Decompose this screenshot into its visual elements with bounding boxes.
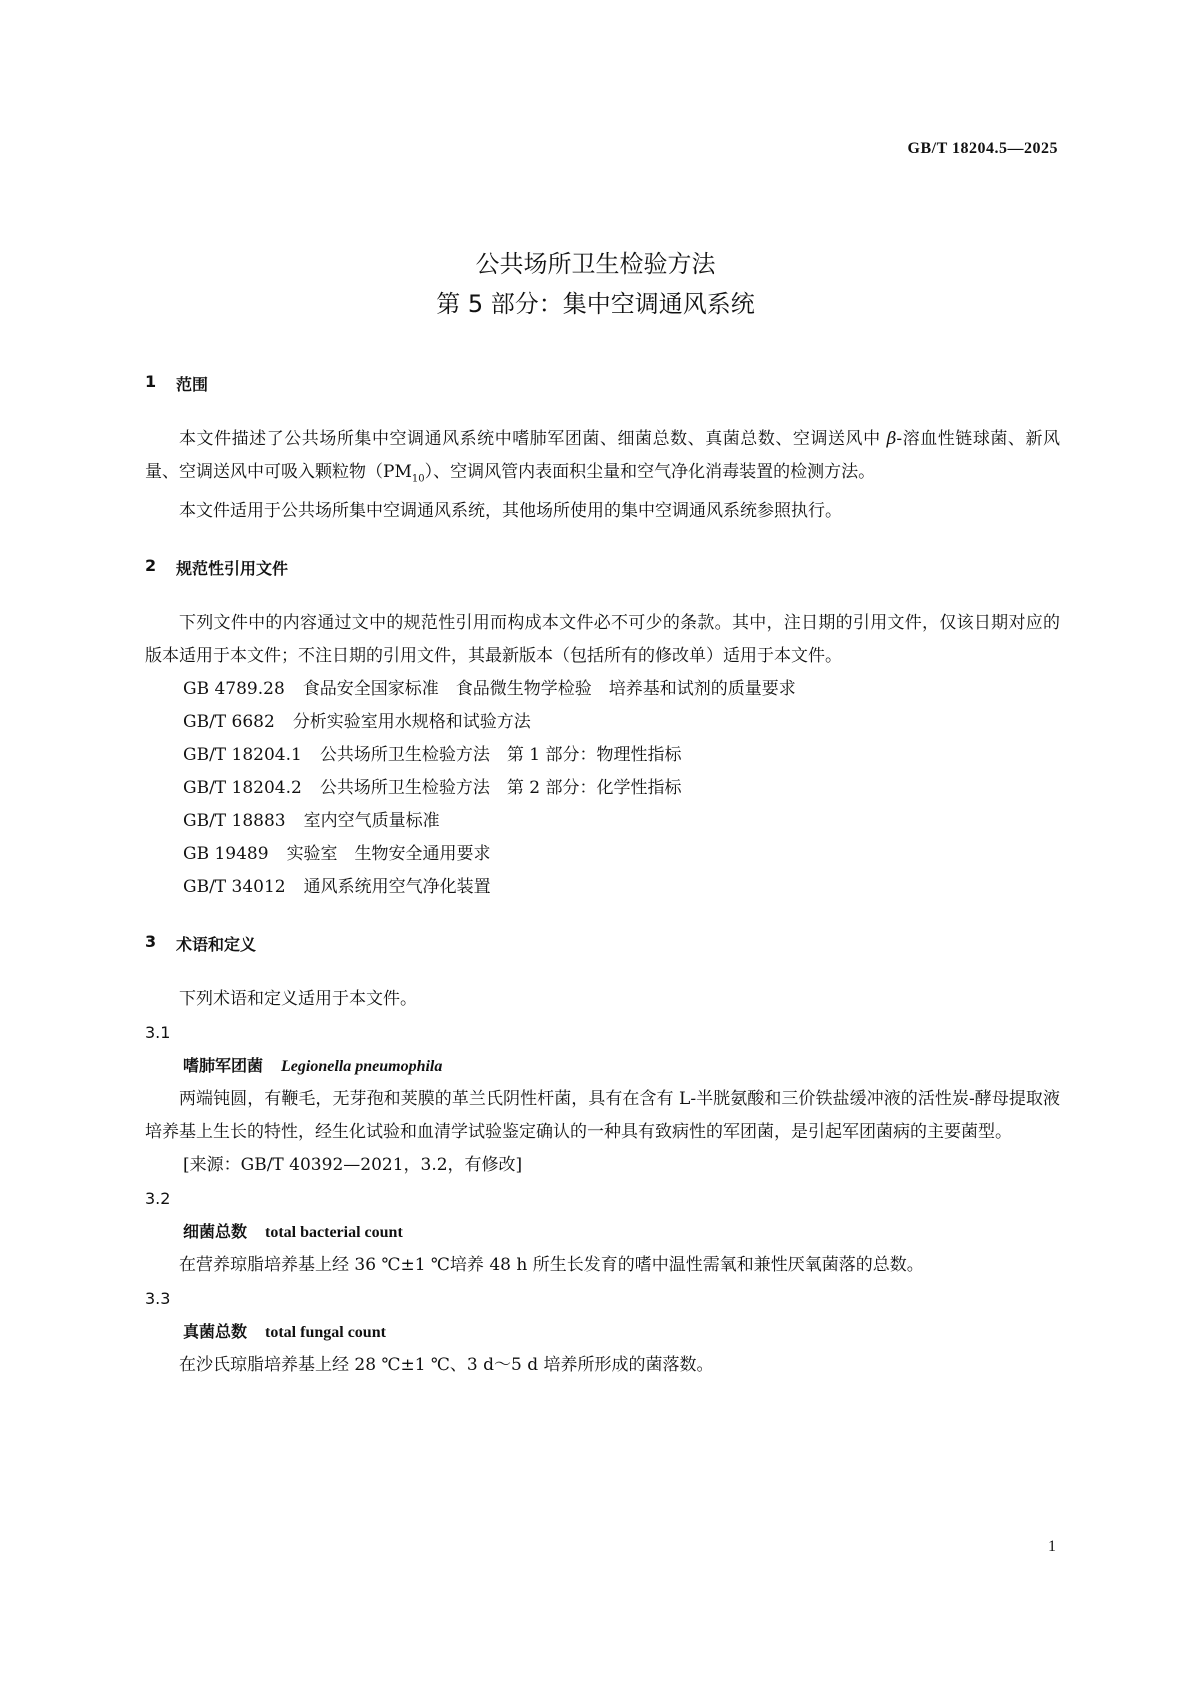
reference-list [145,673,1060,904]
section-1-heading [145,372,1060,395]
terms-intro: 下列术语和定义适用于本文件。 [179,989,417,1010]
reference-code: GB/T 18883 [183,811,286,832]
reference-item [145,772,1060,805]
term-en: total fungal count [265,1324,386,1342]
reference-code: GB/T 18204.2 [183,778,302,799]
reference-code: GB 19489 [183,844,269,865]
reference-title: 通风系统用空气净化装置 [303,877,491,898]
term-number: 3.3 [145,1289,171,1309]
section-3-heading [145,932,1060,955]
term-en: Legionella pneumophila [281,1058,443,1076]
beta-symbol: β [886,429,897,449]
reference-title: 实验室 生物安全通用要求 [286,844,491,865]
standard-number: GB/T 18204.5—2025 [907,140,1058,157]
term-number: 3.1 [145,1023,171,1043]
document-title-line2: 第 5 部分：集中空调通风系统 [436,290,755,318]
reference-title: 公共场所卫生检验方法 第 1 部分：物理性指标 [319,745,682,766]
reference-title: 食品安全国家标准 食品微生物学检验 培养基和试剂的质量要求 [302,679,796,700]
section-number: 1 [145,372,157,391]
term-zh: 嗜肺军团菌 [183,1056,264,1076]
term-heading [145,1215,1060,1249]
reference-item [145,871,1060,904]
term-definition: 在营养琼脂培养基上经 36 ℃±1 ℃培养 48 h 所生长发育的嗜中温性需氧和兼性厌氧菌落的总数。 [179,1255,924,1276]
page-number: 1 [1048,1538,1056,1555]
term-source: [来源：GB/T 40392—2021，3.2，有修改] [183,1155,523,1176]
scope-paragraph-1 [145,423,1060,495]
term-zh: 细菌总数 [183,1222,248,1242]
reference-title: 分析实验室用水规格和试验方法 [292,712,531,733]
section-title: 规范性引用文件 [176,559,289,579]
term-zh: 真菌总数 [183,1322,248,1342]
section-title: 术语和定义 [176,935,257,955]
scope-paragraph-2: 本文件适用于公共场所集中空调通风系统，其他场所使用的集中空调通风系统参照执行。 [179,501,842,522]
reference-code: GB/T 6682 [183,712,275,733]
scope-text-c: ）、空调风管内表面积尘量和空气净化消毒装置的检测方法。 [424,462,876,482]
reference-item [145,673,1060,706]
term-heading [145,1315,1060,1349]
section-2-heading [145,556,1060,579]
scope-text-b: -溶血性链球菌、新风量、空调送风中可吸入颗粒物（PM [145,429,1060,482]
references-intro: 下列文件中的内容通过文中的规范性引用而构成本文件必不可少的条款。其中，注日期的引用文件，仅该日期对应的版本适用于本文件；不注日期的引用文件，其最新版本（包括所有的修改单）适用于本文件。 [145,613,1060,667]
reference-code: GB/T 34012 [183,877,286,898]
reference-item [145,739,1060,772]
section-number: 3 [145,932,157,952]
pm-subscript: 10 [411,473,425,485]
reference-item [145,805,1060,838]
reference-title: 公共场所卫生检验方法 第 2 部分：化学性指标 [319,778,682,799]
document-body [145,372,1060,1382]
reference-item [145,706,1060,739]
term-definition: 两端钝圆，有鞭毛，无芽孢和荚膜的革兰氏阴性杆菌，具有在含有 L-半胱氨酸和三价铁盐缓冲液的活性炭-酵母提取液培养基上生长的特性，经生化试验和血清学试验鉴定确认的一种具有致病性的军团菌，是引起军团菌病的主要菌型。 [145,1089,1060,1143]
section-title: 范围 [176,375,209,394]
reference-code: GB/T 18204.1 [183,745,302,766]
reference-item [145,838,1060,871]
reference-code: GB 4789.28 [183,679,285,700]
reference-title: 室内空气质量标准 [303,811,440,832]
term-definition: 在沙氏琼脂培养基上经 28 ℃±1 ℃、3 d～5 d 培养所形成的菌落数。 [179,1355,714,1376]
scope-text-a: 本文件描述了公共场所集中空调通风系统中嗜肺军团菌、细菌总数、真菌总数、空调送风中 [179,429,887,449]
term-heading [145,1049,1060,1083]
term-number: 3.2 [145,1189,171,1209]
section-number: 2 [145,556,157,576]
document-title-line1: 公共场所卫生检验方法 [475,250,716,278]
term-en: total bacterial count [265,1224,403,1242]
